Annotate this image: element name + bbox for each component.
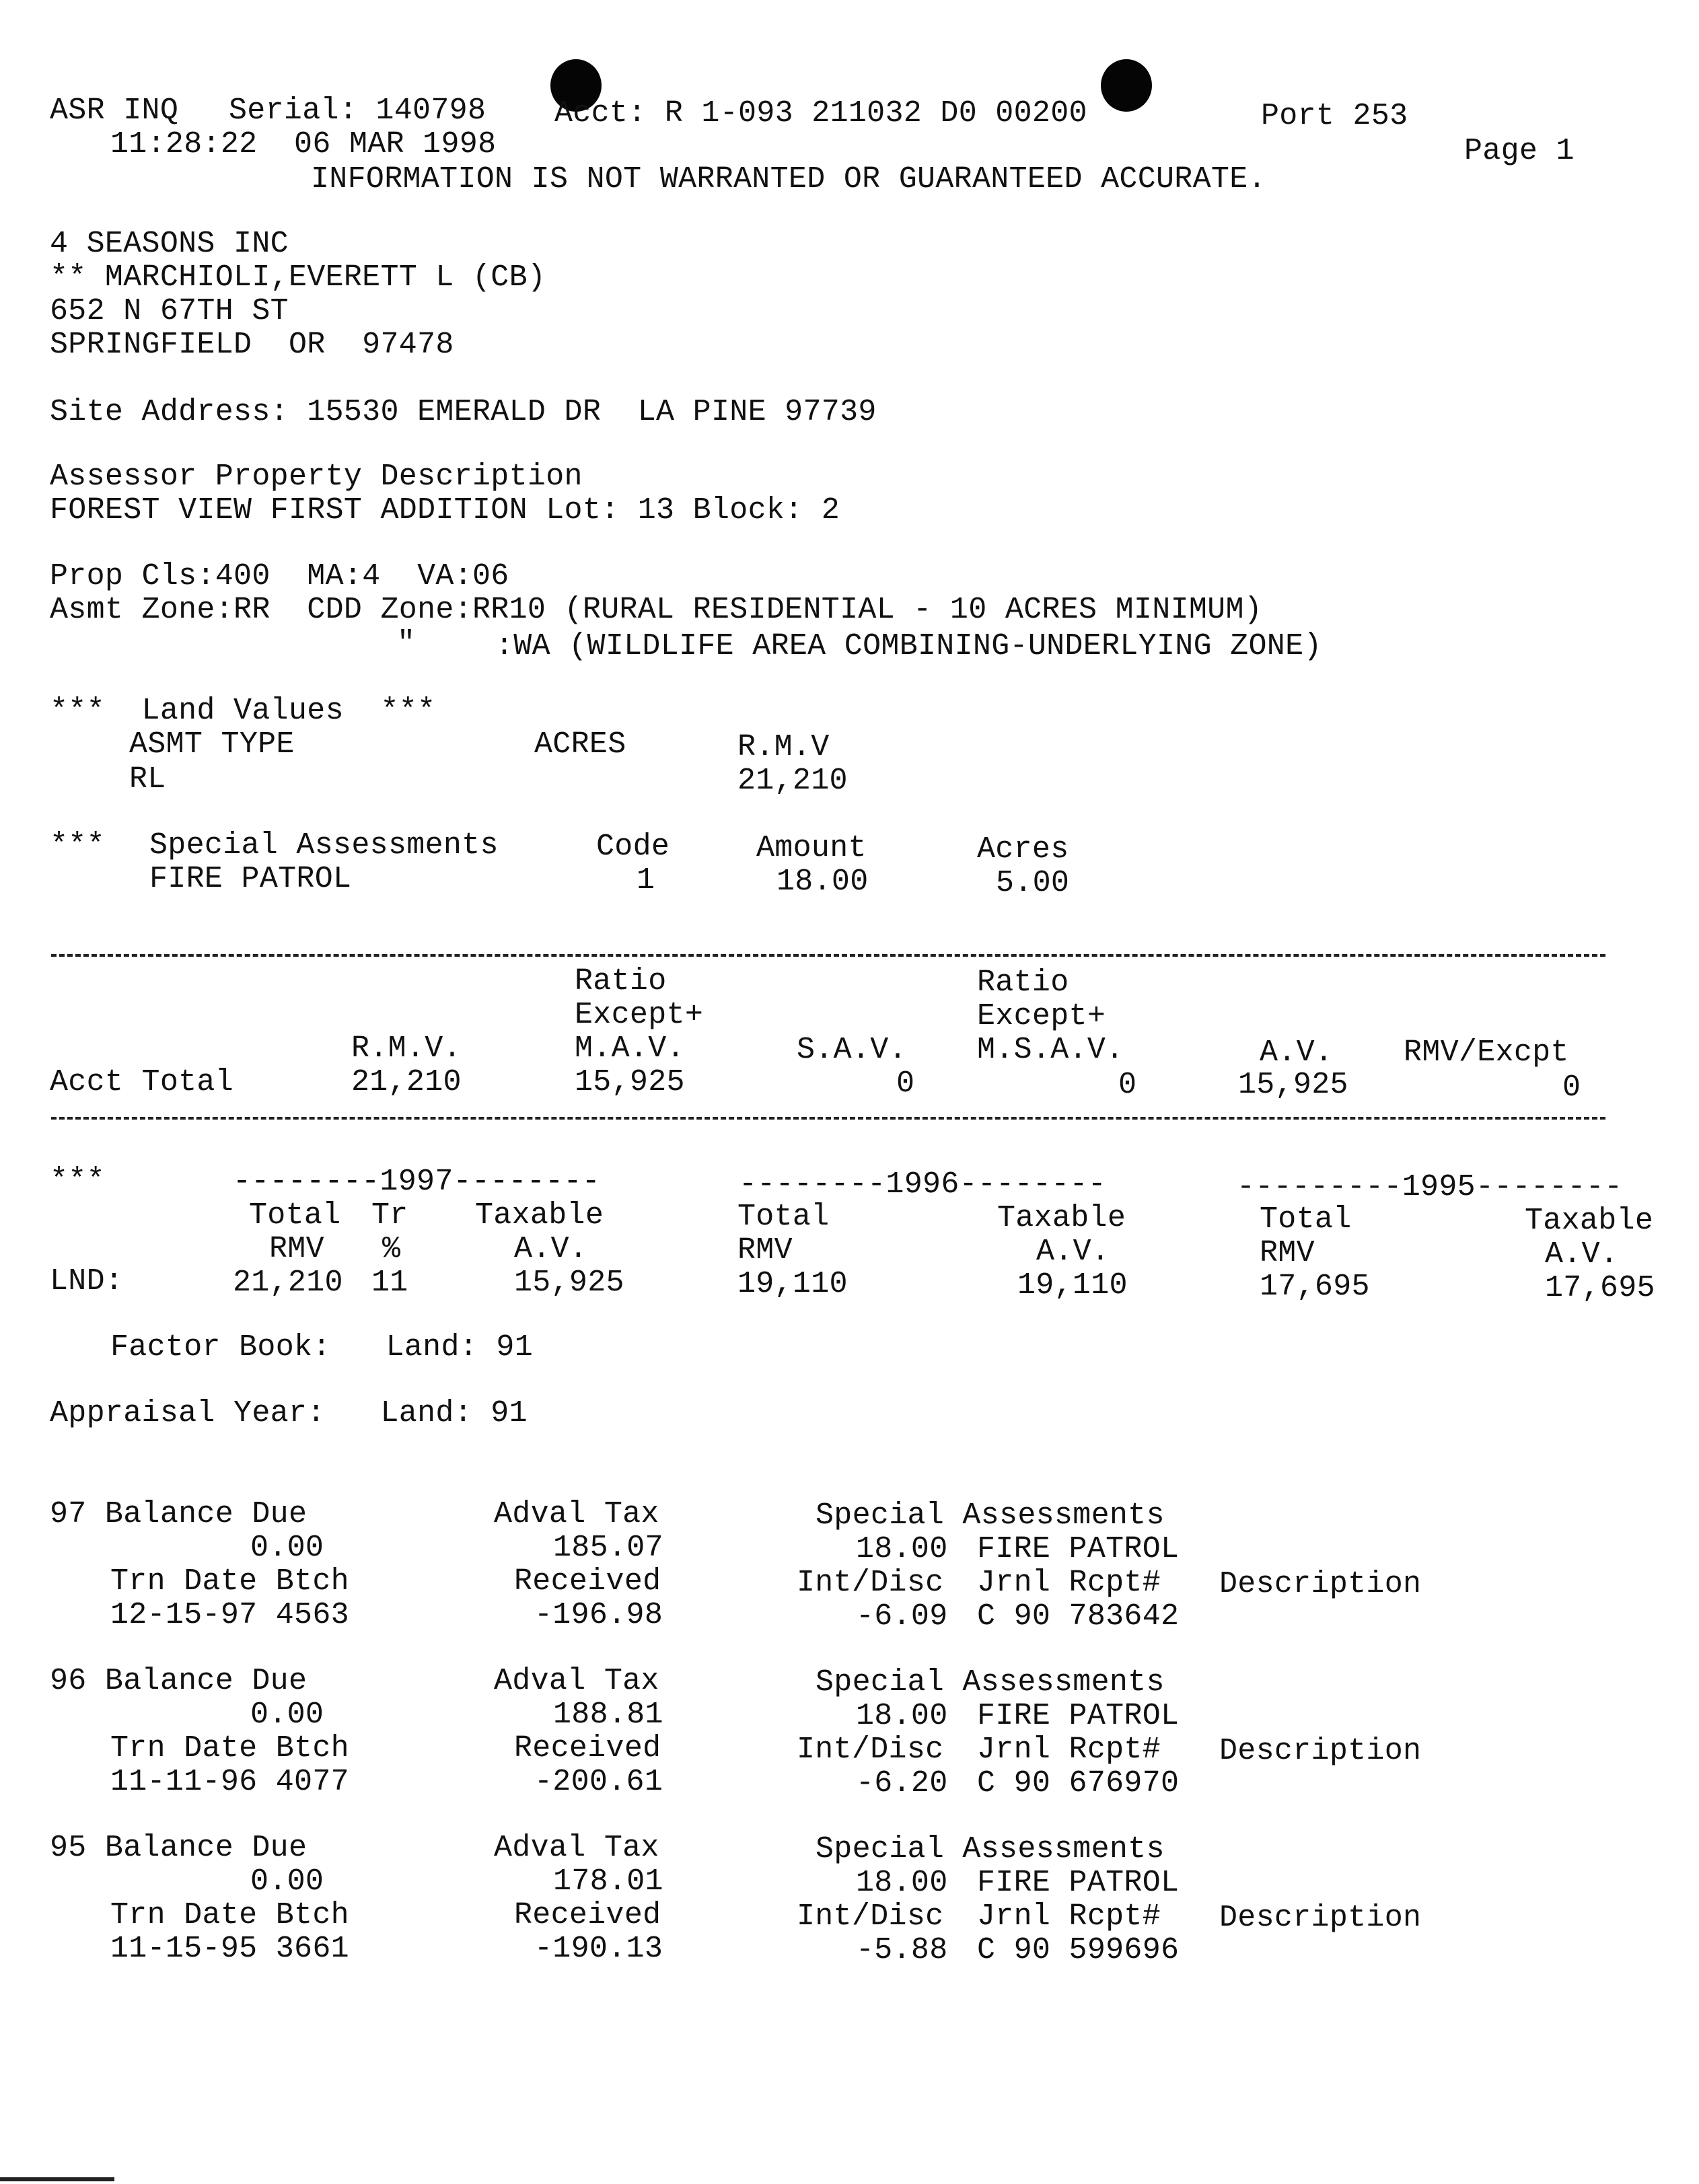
history-1997-total-header: Total: [249, 1198, 341, 1233]
acct-total-label: Acct Total: [50, 1065, 234, 1099]
received-amount: -190.13: [534, 1932, 663, 1966]
history-1995-rmv: 17,695: [1260, 1270, 1370, 1304]
land-values-col-type: ASMT TYPE: [129, 727, 295, 762]
special-col-amount: Amount: [756, 831, 867, 865]
int-disc-label: Int/Disc: [797, 1733, 944, 1767]
special-col-acres: Acres: [977, 832, 1069, 867]
transaction-label: Trn Date Btch: [110, 1564, 349, 1599]
acct-col-mav: M.A.V.: [575, 1031, 685, 1066]
transaction-value: 12-15-97 4563: [110, 1598, 349, 1632]
adval-tax-label: Adval Tax: [494, 1497, 659, 1531]
history-year-1995: ---------1995--------: [1237, 1170, 1623, 1204]
adval-tax-amount: 178.01: [553, 1864, 663, 1899]
page-edge-mark: [0, 2177, 114, 2181]
special-assessments-label: Special Assessments: [816, 1665, 1165, 1700]
history-1997-rmv-header: RMV: [269, 1232, 324, 1266]
adval-tax-label: Adval Tax: [494, 1831, 659, 1865]
appraisal-year: Appraisal Year: Land: 91: [50, 1396, 528, 1430]
acct-total-rmv-excpt: 0: [1562, 1070, 1581, 1105]
special-col-code: Code: [596, 830, 670, 864]
balance-year-label: 96 Balance Due: [50, 1664, 308, 1698]
received-label: Received: [514, 1731, 661, 1766]
history-1997-tr: 11: [371, 1266, 408, 1300]
received-amount: -200.61: [534, 1765, 663, 1799]
zoning-ditto-mark: ": [397, 626, 416, 661]
header-timestamp: 11:28:22 06 MAR 1998: [110, 127, 497, 161]
zoning-prop-line: Prop Cls:400 MA:4 VA:06: [50, 559, 509, 593]
dashed-divider-bottom: [51, 1117, 1605, 1120]
int-disc-amount: -6.09: [856, 1599, 948, 1634]
journal-receipt-label: Jrnl Rcpt#: [977, 1733, 1161, 1767]
owner-company: 4 SEASONS INC: [50, 227, 289, 261]
description-label: Description: [1219, 1901, 1422, 1935]
header-page-number: Page 1: [1464, 134, 1575, 168]
balance-due-amount: 0.00: [250, 1864, 324, 1899]
int-disc-label: Int/Disc: [797, 1899, 944, 1934]
description-heading: Assessor Property Description: [50, 460, 583, 494]
int-disc-amount: -6.20: [856, 1766, 948, 1800]
history-1997-taxable-header: Taxable: [475, 1198, 604, 1233]
journal-receipt-number: C 90 783642: [977, 1599, 1180, 1634]
special-assessment-name: FIRE PATROL: [977, 1866, 1180, 1900]
acct-col-av: A.V.: [1260, 1035, 1334, 1070]
history-1997-av-header: A.V.: [514, 1232, 588, 1266]
special-stars: ***: [50, 828, 105, 863]
special-row-amount: 18.00: [776, 865, 869, 899]
owner-city-line: SPRINGFIELD OR 97478: [50, 328, 454, 362]
history-1996-total-header: Total: [737, 1200, 830, 1234]
transaction-value: 11-11-96 4077: [110, 1765, 349, 1799]
header-disclaimer: INFORMATION IS NOT WARRANTED OR GUARANTEED ACCURATE.: [311, 162, 1266, 196]
history-1995-av: 17,695: [1545, 1271, 1655, 1305]
special-assessment-name: FIRE PATROL: [977, 1699, 1180, 1733]
header-account: Acct: R 1-093 211032 D0 00200: [554, 96, 1087, 131]
land-values-title: *** Land Values ***: [50, 694, 436, 728]
history-1997-tr-header: Tr: [371, 1198, 408, 1233]
dashed-divider-top: [51, 954, 1605, 957]
acct-col-sav: S.A.V.: [797, 1033, 907, 1067]
adval-tax-label: Adval Tax: [494, 1664, 659, 1698]
acct-ratio-label-2: Ratio: [977, 966, 1069, 1000]
history-1995-total-header: Total: [1260, 1202, 1352, 1237]
history-1995-rmv-header: RMV: [1260, 1236, 1315, 1270]
received-amount: -196.98: [534, 1598, 663, 1632]
adval-tax-amount: 185.07: [553, 1531, 663, 1565]
special-assessment-name: FIRE PATROL: [977, 1532, 1180, 1566]
balance-year-label: 95 Balance Due: [50, 1831, 308, 1865]
int-disc-label: Int/Disc: [797, 1566, 944, 1600]
special-assessment-amount: 18.00: [856, 1532, 948, 1566]
site-address: Site Address: 15530 EMERALD DR LA PINE 97739: [50, 395, 877, 429]
received-label: Received: [514, 1898, 661, 1932]
land-values-col-rmv: R.M.V: [737, 730, 830, 764]
description-label: Description: [1219, 1734, 1422, 1768]
balance-due-amount: 0.00: [250, 1698, 324, 1732]
description-value: FOREST VIEW FIRST ADDITION Lot: 13 Block: 2: [50, 493, 840, 527]
punch-hole-right: [1101, 59, 1152, 112]
history-1997-pct-header: %: [382, 1232, 401, 1266]
acct-ratio-label-1: Ratio: [575, 964, 667, 998]
history-row-label: LND:: [50, 1264, 124, 1299]
acct-col-rmv-excpt: RMV/Excpt: [1404, 1035, 1569, 1070]
special-assessment-amount: 18.00: [856, 1866, 948, 1900]
acct-total-rmv: 21,210: [351, 1065, 462, 1099]
history-1997-rmv: 21,210: [233, 1266, 343, 1300]
history-1997-av: 15,925: [514, 1266, 624, 1300]
special-assessments-label: Special Assessments: [816, 1832, 1165, 1866]
balance-year-label: 97 Balance Due: [50, 1497, 308, 1531]
history-1996-av: 19,110: [1017, 1268, 1128, 1303]
history-1996-av-header: A.V.: [1036, 1235, 1110, 1269]
acct-total-msav: 0: [1118, 1068, 1137, 1102]
history-1995-av-header: A.V.: [1545, 1237, 1619, 1272]
acct-total-sav: 0: [896, 1066, 915, 1101]
journal-receipt-label: Jrnl Rcpt#: [977, 1899, 1161, 1934]
zoning-wa-line: :WA (WILDLIFE AREA COMBINING-UNDERLYING ZONE): [495, 629, 1322, 663]
description-label: Description: [1219, 1567, 1422, 1601]
special-assessments-label: Special Assessments: [816, 1498, 1165, 1533]
land-values-row-rmv: 21,210: [737, 764, 848, 798]
received-label: Received: [514, 1564, 661, 1599]
history-year-1997: --------1997--------: [233, 1165, 601, 1199]
special-row-acres: 5.00: [996, 866, 1070, 900]
acct-except-label-1: Except+: [575, 998, 704, 1032]
header-port: Port 253: [1261, 99, 1408, 133]
history-1996-rmv-header: RMV: [737, 1233, 793, 1268]
int-disc-amount: -5.88: [856, 1933, 948, 1967]
journal-receipt-number: C 90 599696: [977, 1933, 1180, 1967]
header-serial: Serial: 140798: [229, 94, 486, 128]
header-asr-inq: ASR INQ: [50, 94, 179, 128]
factor-book: Factor Book: Land: 91: [110, 1330, 534, 1364]
history-1996-taxable-header: Taxable: [997, 1201, 1126, 1235]
history-stars: ***: [50, 1163, 105, 1198]
owner-street: 652 N 67TH ST: [50, 294, 289, 328]
history-1996-rmv: 19,110: [737, 1267, 848, 1301]
land-values-col-acres: ACRES: [534, 727, 626, 762]
history-1995-taxable-header: Taxable: [1525, 1204, 1654, 1238]
land-values-row-type: RL: [129, 762, 166, 797]
owner-contact: ** MARCHIOLI,EVERETT L (CB): [50, 260, 546, 295]
acct-except-label-2: Except+: [977, 999, 1106, 1033]
acct-total-mav: 15,925: [575, 1065, 685, 1099]
special-assessment-amount: 18.00: [856, 1699, 948, 1733]
transaction-label: Trn Date Btch: [110, 1898, 349, 1932]
transaction-value: 11-15-95 3661: [110, 1932, 349, 1966]
acct-col-rmv: R.M.V.: [351, 1031, 462, 1066]
special-row-code: 1: [637, 863, 655, 898]
history-year-1996: --------1996--------: [739, 1167, 1107, 1202]
zoning-asmt-line: Asmt Zone:RR CDD Zone:RR10 (RURAL RESIDENTIAL - 10 ACRES MINIMUM): [50, 593, 1263, 627]
acct-total-av: 15,925: [1238, 1068, 1348, 1102]
special-row-name: FIRE PATROL: [149, 862, 352, 896]
acct-col-msav: M.S.A.V.: [977, 1033, 1124, 1067]
journal-receipt-number: C 90 676970: [977, 1766, 1180, 1800]
transaction-label: Trn Date Btch: [110, 1731, 349, 1766]
journal-receipt-label: Jrnl Rcpt#: [977, 1566, 1161, 1600]
adval-tax-amount: 188.81: [553, 1698, 663, 1732]
special-col-name: Special Assessments: [149, 828, 499, 863]
balance-due-amount: 0.00: [250, 1531, 324, 1565]
